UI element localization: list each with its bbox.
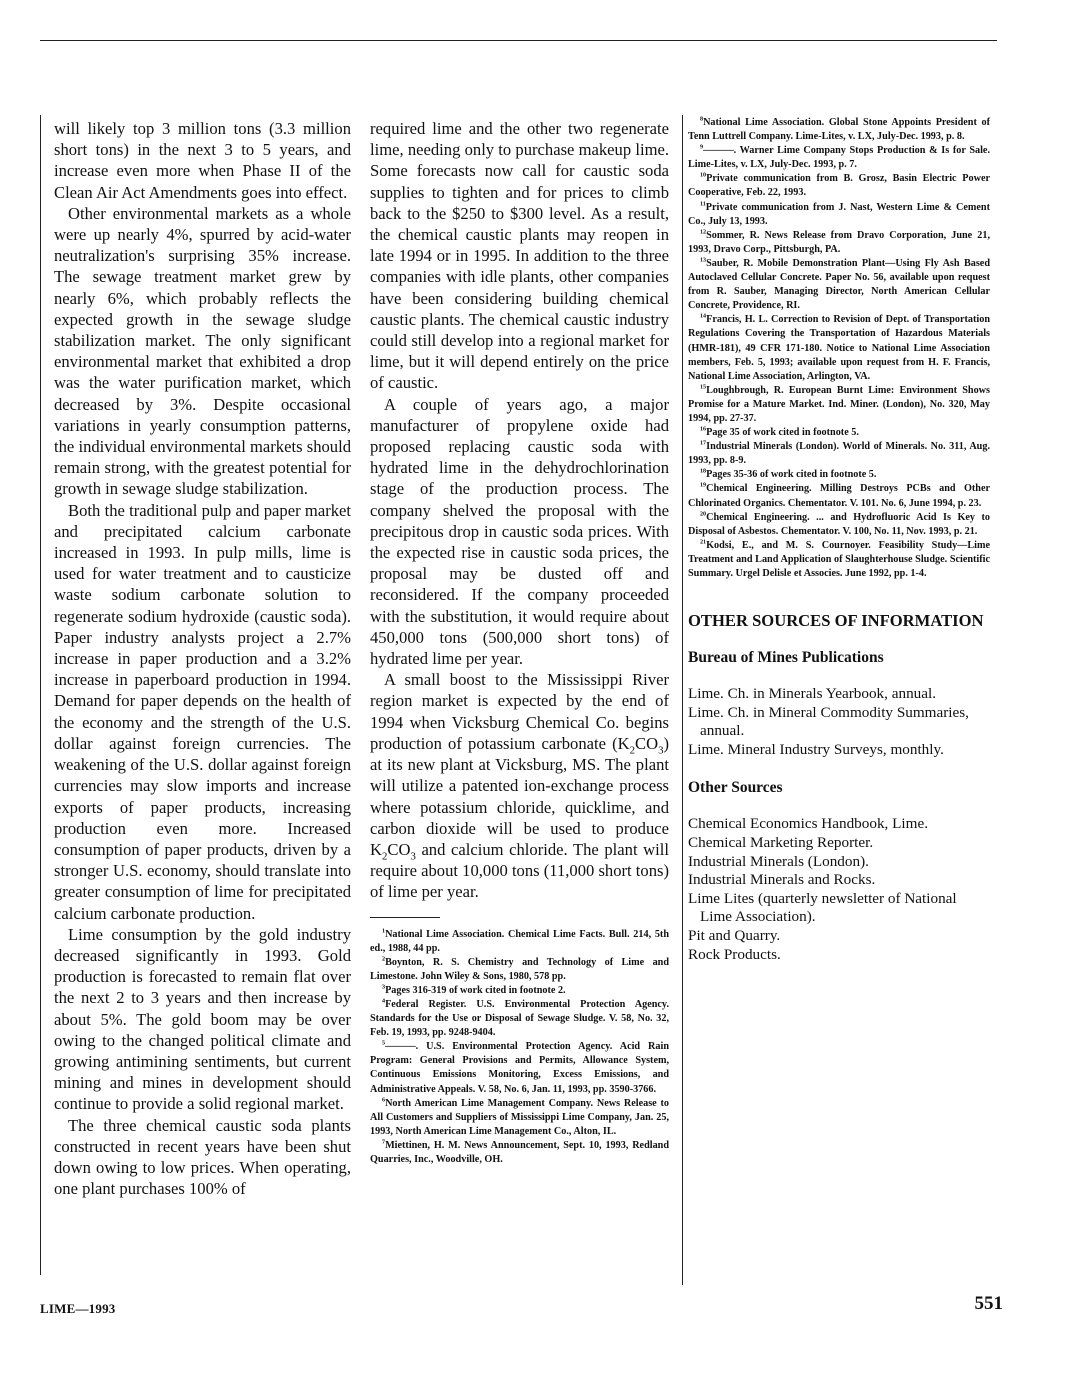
footnote: $^{14}$Francis, H. L. Correction to Revision of Dept. of Transportation Regulations Covering the Transportation of Hazardous Materials (HMR-181), 49 CFR 171-180. Notice to National Lime Association members, Feb. 5, 1993; available upon request from H. F. Francis, National Lime Association, Arlington, VA.	[688, 313, 990, 382]
column-2	[370, 118, 669, 1167]
list-item: Chemical Economics Handbook, Lime.	[688, 815, 928, 833]
paragraph: required lime and the other two regenerate lime, needing only to purchase makeup lime. Some forecasts now call for caustic soda supplies to tighten and for prices to climb back to the $250 to $300 level. As a result, the chemical caustic plants may reopen in late 1994 or in 1995. In addition to the three companies with idle plants, other companies have been considering building chemical caustic plants. The chemical caustic industry could still develop into a regional market for lime, but it will depend entirely on the price of caustic.	[370, 119, 669, 393]
footnote: $^{11}$Private communication from J. Nast, Western Lime & Cement Co., July 13, 1993.	[688, 201, 990, 227]
paragraph: Both the traditional pulp and paper market and precipitated calcium carbonate increased in 1993. In pulp mills, lime is used for water treatment and to causticize waste sodium carbonate solution to regenerate sodium hydroxide (caustic soda). Paper industry analysts project a 2.7% increase in paper production and a 3.2% increase in paperboard production in 1994. Demand for paper depends on the health of the economy and the strength of the U.S. dollar against foreign currencies. The weakening of the U.S. dollar against foreign currencies may slow imports and increase exports of paper products, increasing production even more. Increased consumption of paper products, driven by a stronger U.S. economy, should translate into greater consumption of lime for precipitated calcium carbonate production.	[54, 500, 351, 923]
footnote: $^{18}$Pages 35-36 of work cited in footnote 5.	[700, 468, 877, 481]
list-item: Industrial Minerals and Rocks.	[688, 871, 876, 889]
footnotes-continued	[688, 116, 990, 581]
paragraph	[370, 669, 669, 902]
column-3	[688, 116, 990, 964]
paragraph: A couple of years ago, a major manufacturer of propylene oxide had proposed replacing caustic soda with hydrated lime in the dehydrochlorination stage of the production process. The company shelved the proposal with the precipitous drop in caustic soda prices. With the expected rise in caustic soda prices, the proposal may be dusted off and reconsidered. If the company proceeded with the substitution, it would require about 450,000 tons (500,000 short tons) of hydrated lime per year.	[370, 394, 669, 669]
other-sources-heading: OTHER SOURCES OF INFORMATION	[688, 611, 984, 631]
page-number: 551	[974, 1293, 1003, 1314]
column-1	[54, 118, 351, 1199]
list-item: Lime. Ch. in Minerals Yearbook, annual.	[688, 685, 937, 703]
paragraph: The three chemical caustic soda plants constructed in recent years have been shut down owing to low prices. When operating, one plant purchases 100% of	[54, 1115, 351, 1199]
footnote-separator	[370, 917, 440, 918]
footnote: $^{21}$Kodsi, E., and M. S. Cournoyer. Feasibility Study—Lime Treatment and Land Application of Slaughterhouse Sludge. Scientific Summary. Urgel Delisle et Associes. June 1992, pp. 1-4.	[688, 539, 990, 579]
footnote: $^5$———. U.S. Environmental Protection Agency. Acid Rain Program: General Provisions and Permits, Allowance System, Continuous Emissions Monitoring, Excess Emissions, and Administrative Appeals. V. 58, No. 6, Jan. 11, 1993, pp. 3590-3766.	[370, 1040, 669, 1095]
running-footer: LIME—1993	[40, 1301, 116, 1316]
paragraph-text: and calcium chloride. The plant will require about 10,000 tons (11,000 short tons) of lime per year.	[370, 839, 669, 902]
list-item: Industrial Minerals (London).	[688, 852, 869, 870]
list-item: Lime. Ch. in Mineral Commodity Summaries, annual.	[688, 703, 969, 740]
other-sources-list	[688, 815, 990, 964]
column-rule-left	[40, 115, 41, 1275]
list-item: Rock Products.	[688, 945, 781, 963]
chemical-formula: $K_2CO_3$	[617, 733, 664, 757]
footnote: $^8$National Lime Association. Global Stone Appoints President of Tenn Luttrell Company. Lime-Lites, v. LX, July-Dec. 1993, p. 8.	[688, 116, 990, 143]
paragraph-text: ) at its new plant at Vicksburg, MS. The plant will utilize a patented ion-exchange process where potassium chloride, quicklime, and carbon dioxide will be used to produce	[370, 733, 669, 838]
header-rule	[40, 40, 997, 41]
footnote: $^1$National Lime Association. Chemical Lime Facts. Bull. 214, 5th ed., 1988, 44 pp.	[370, 928, 669, 954]
footnote: $^9$———. Warner Lime Company Stops Production & Is for Sale. Lime-Lites, v. LX, July-Dec. 1993, p. 7.	[688, 144, 990, 171]
footnote: $^7$Miettinen, H. M. News Announcement, Sept. 10, 1993, Redland Quarries, Inc., Woodville, OH.	[370, 1139, 669, 1166]
footnote: $^{20}$Chemical Engineering. ... and Hydrofluoric Acid Is Key to Disposal of Asbestos. Chementator. V. 100, No. 11, Nov. 1993, p. 21.	[688, 511, 990, 537]
footnote: $^4$Federal Register. U.S. Environmental Protection Agency. Standards for the Use or Disposal of Sewage Sludge. V. 58, No. 32, Feb. 19, 1993, pp. 9248-9404.	[370, 998, 669, 1039]
bureau-of-mines-heading: Bureau of Mines Publications	[688, 649, 884, 667]
bureau-of-mines-list	[688, 685, 990, 759]
paragraph: will likely top 3 million tons (3.3 million short tons) in the next 3 to 5 years, and increase even more when Phase II of the Clean Air Act Amendments goes into effect.	[54, 119, 351, 202]
footnote: $^3$Pages 316-319 of work cited in footnote 2.	[382, 984, 566, 996]
list-item: Pit and Quarry.	[688, 927, 781, 945]
list-item: Chemical Marketing Reporter.	[688, 834, 874, 852]
list-item: Lime Lites (quarterly newsletter of National Lime Association).	[688, 889, 957, 926]
footnote: $^{12}$Sommer, R. News Release from Dravo Corporation, June 21, 1993, Dravo Corp., Pittsburgh, PA.	[688, 229, 990, 255]
footnote: $^{19}$Chemical Engineering. Milling Destroys PCBs and Other Chlorinated Organics. Chementator. V. 101. No. 6, June 1994, p. 23.	[688, 483, 990, 509]
paragraph-text: A small boost to the Mississippi River region market is expected by the end of 1994 when Vicksburg Chemical Co. begins production of potassium carbonate (	[370, 670, 669, 753]
footnote: $^2$Boynton, R. S. Chemistry and Technology of Lime and Limestone. John Wiley & Sons, 1980, 578 pp.	[370, 956, 669, 982]
list-item: Lime. Mineral Industry Surveys, monthly.	[688, 740, 944, 758]
footnote: $^6$North American Lime Management Company. News Release to All Customers and Suppliers of Mississippi Lime Company, Jan. 25, 1993, North American Lime Management Co., Alton, IL.	[370, 1097, 669, 1137]
other-sources-subheading: Other Sources	[688, 779, 783, 797]
chemical-formula: $K_2CO_3$	[370, 839, 416, 863]
footnote: $^{16}$Page 35 of work cited in footnote 5.	[700, 426, 859, 439]
footnote: $^{13}$Sauber, R. Mobile Demonstration Plant—Using Fly Ash Based Autoclaved Cellular Concrete. Paper No. 56, available upon request from R. Sauber, Managing Director, North American Cellular Concrete, Providence, RI.	[688, 257, 990, 312]
footnote: $^{10}$Private communication from B. Grosz, Basin Electric Power Cooperative, Feb. 22, 1993.	[688, 172, 990, 199]
paragraph: Other environmental markets as a whole were up nearly 4%, spurred by acid-water neutralization's surprising 35% increase. The sewage treatment market grew by nearly 6%, which probably reflects the expected growth in the sewage sludge stabilization market. The only significant environmental market that exhibited a drop was the water purification market, which decreased by 3%. Despite occasional variations in yearly consumption patterns, the individual environmental markets should remain strong, with the greatest potential for growth in sewage sludge stabilization.	[54, 203, 351, 499]
footnote: $^{17}$Industrial Minerals (London). World of Minerals. No. 311, Aug. 1993, pp. 8-9.	[688, 440, 990, 467]
column-rule-middle	[682, 115, 683, 1285]
paragraph: Lime consumption by the gold industry decreased significantly in 1993. Gold production is forecasted to remain flat over the next 2 to 3 years and then increase by about 5%. The gold boom may be over owing to the changed political climate and growing antimining sentiments, but current mining and mines in development should continue to provide a solid regional market.	[54, 924, 351, 1114]
footnote: $^{15}$Loughbrough, R. European Burnt Lime: Environment Shows Promise for a Mature Market. Ind. Miner. (London), No. 320, May 1994, pp. 27-37.	[688, 384, 990, 424]
footnotes	[370, 928, 669, 1168]
